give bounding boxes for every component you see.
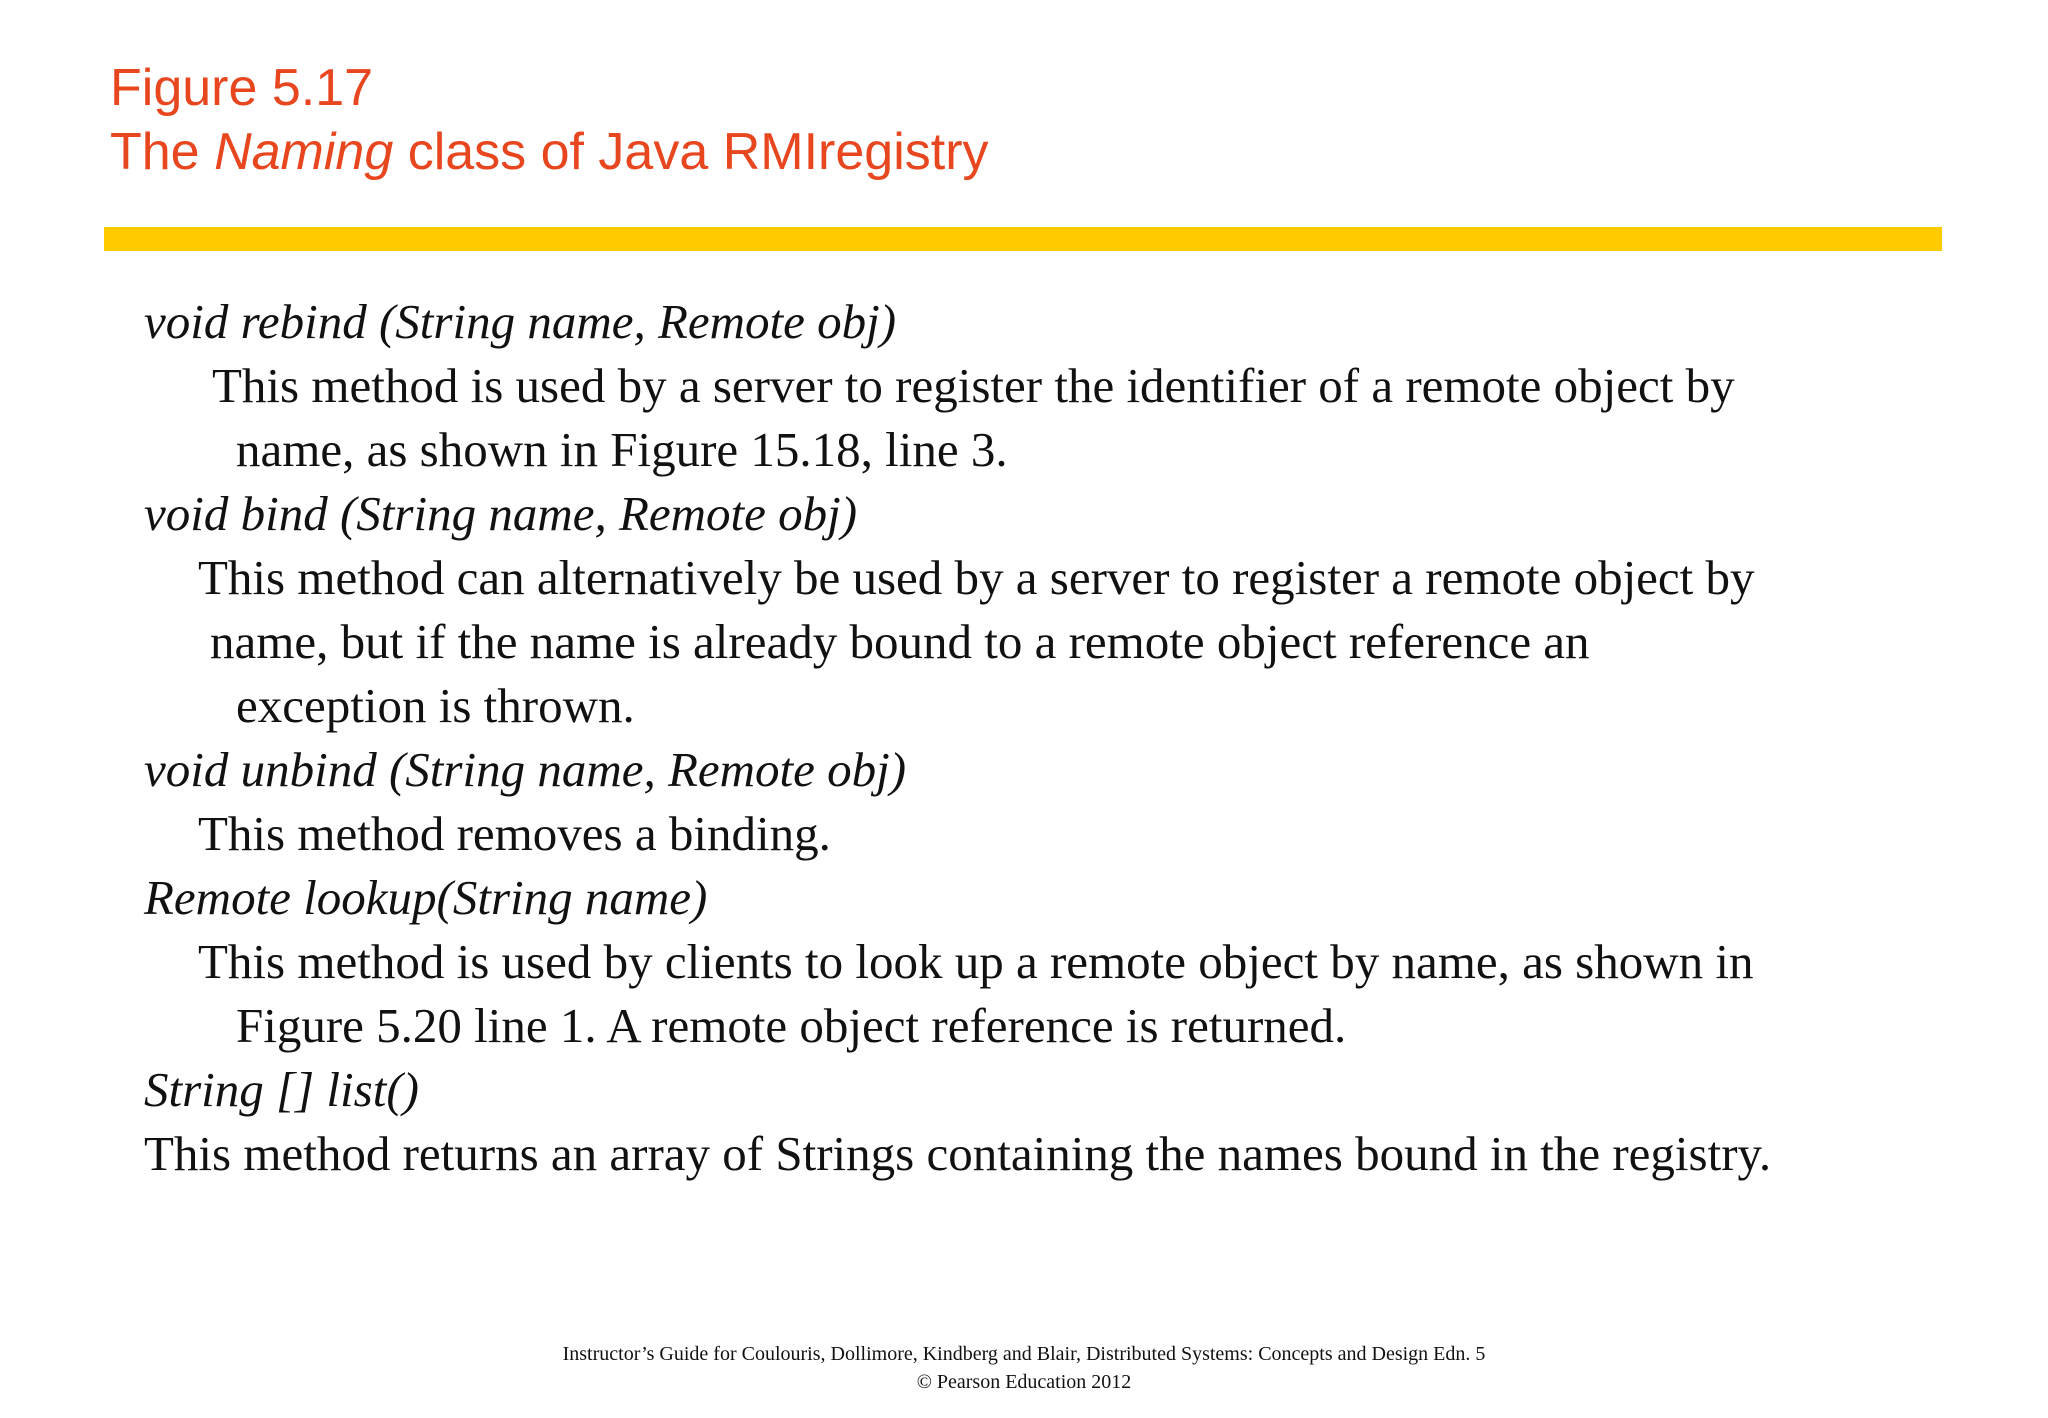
title-divider (104, 227, 1942, 251)
footer-line-2: © Pearson Education 2012 (916, 1371, 1132, 1393)
figure-caption (110, 120, 989, 184)
method-signature-list: String [] list() (144, 1062, 419, 1117)
slide-title (110, 56, 989, 184)
method-description-line: name, as shown in Figure 15.18, line 3. (236, 422, 1008, 477)
method-description-line: This method is used by clients to look up a remote object by name, as shown in (198, 934, 1754, 989)
footer-line-1: Instructor’s Guide for Coulouris, Dollimore, Kindberg and Blair, Distributed Systems: Concepts and Design Edn. 5 (562, 1343, 1486, 1365)
method-description-line: This method returns an array of Strings containing the names bound in the registry. (144, 1126, 1772, 1181)
caption-suffix: class of Java RMIregistry (393, 123, 989, 181)
footer-credit (0, 1340, 2048, 1396)
method-description-line: Figure 5.20 line 1. A remote object reference is returned. (236, 998, 1347, 1053)
method-signature-unbind: void unbind (String name, Remote obj) (144, 742, 907, 797)
method-signature-rebind: void rebind (String name, Remote obj) (144, 294, 897, 349)
caption-italic: Naming (214, 123, 394, 181)
caption-prefix: The (110, 123, 215, 181)
figure-number: Figure 5.17 (110, 59, 374, 117)
method-description-line: This method removes a binding. (198, 806, 831, 861)
method-signature-bind: void bind (String name, Remote obj) (144, 486, 858, 541)
method-description-line: This method is used by a server to register the identifier of a remote object by (212, 358, 1735, 413)
method-signature-lookup: Remote lookup(String name) (144, 870, 708, 925)
method-description-line: This method can alternatively be used by a server to register a remote object by (198, 550, 1755, 605)
method-description-line: exception is thrown. (236, 678, 635, 733)
method-description-line: name, but if the name is already bound to a remote object reference an (210, 614, 1590, 669)
